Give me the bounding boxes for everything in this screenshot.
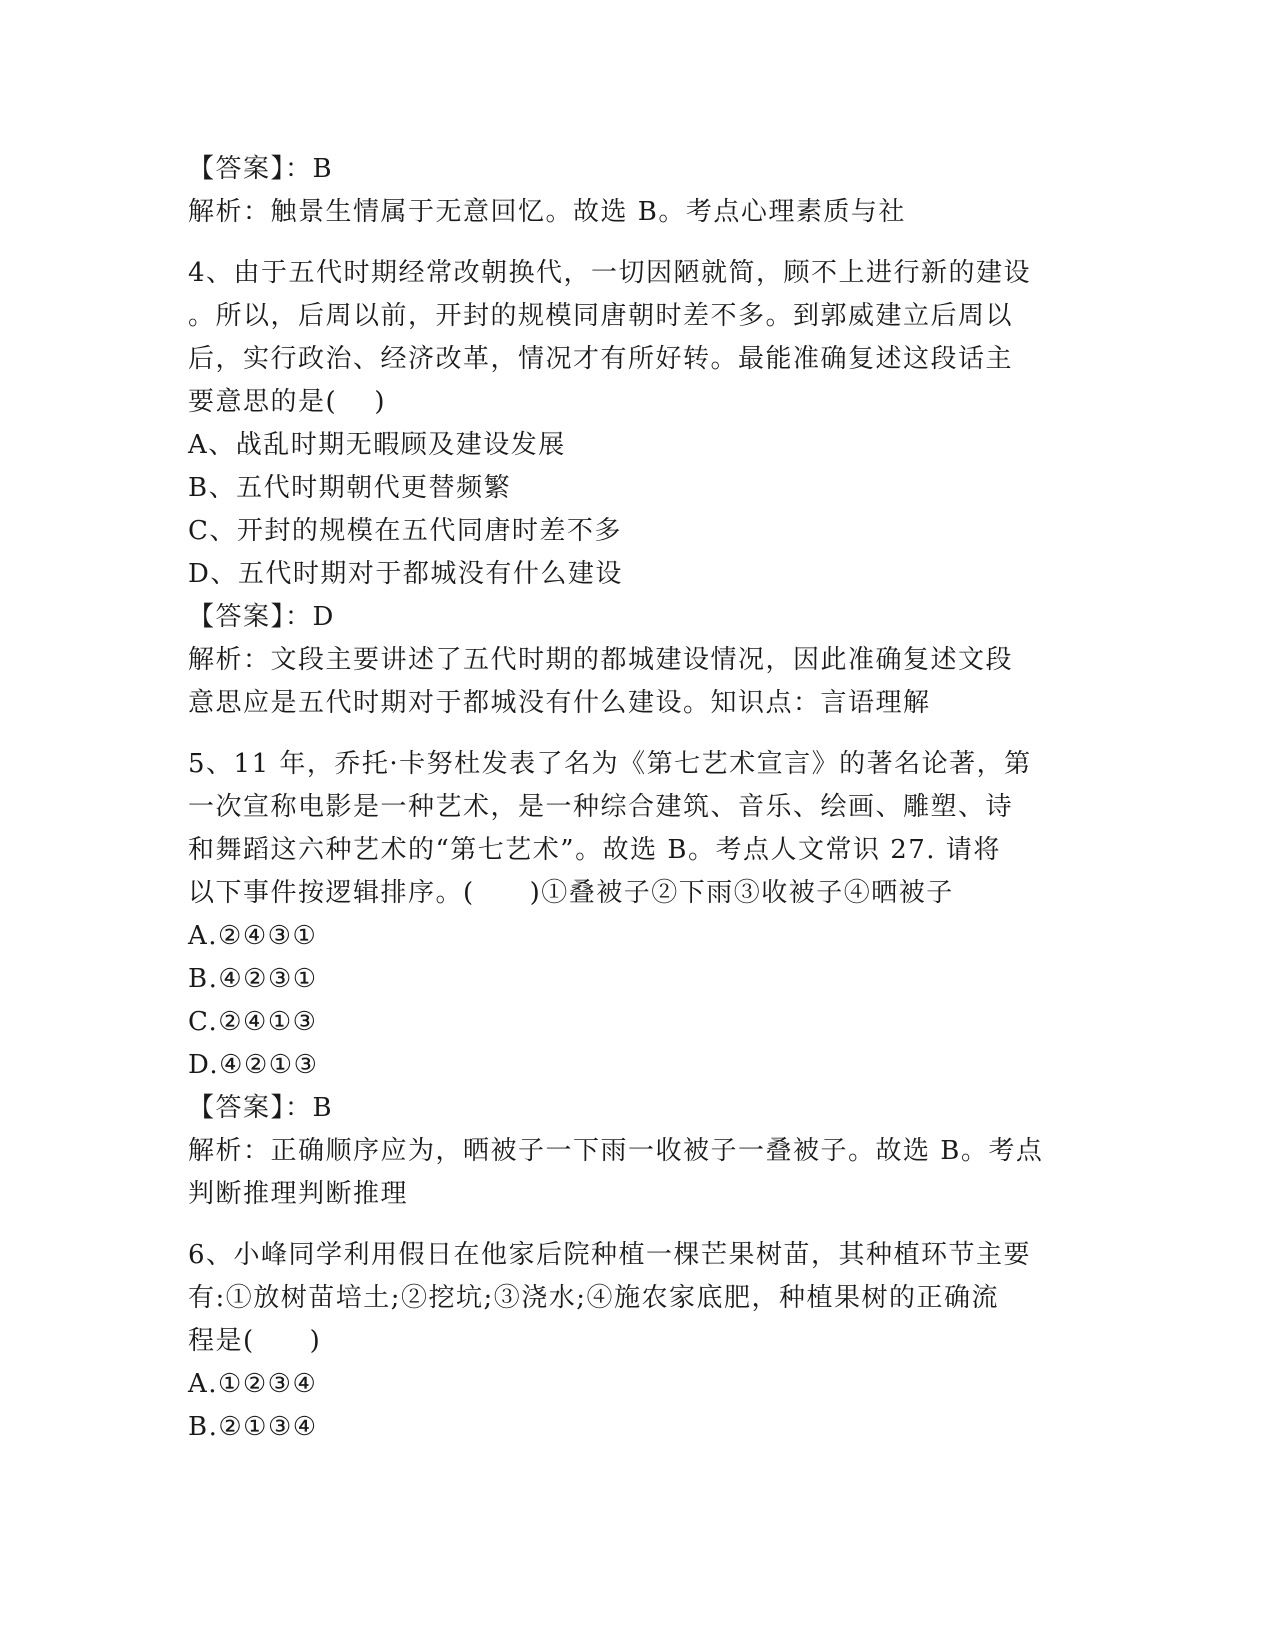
q5-analysis-line: 解析：正确顺序应为，晒被子一下雨一收被子一叠被子。故选 B。考点 (188, 1136, 1044, 1166)
q4-stem-line: 要意思的是( ) (188, 387, 387, 417)
q6-stem-line: 程是( ) (188, 1326, 322, 1356)
q5-option-b: B.④②③① (188, 964, 318, 994)
q5-stem-line: 一次宣称电影是一种艺术，是一种综合建筑、音乐、绘画、雕塑、诗 (188, 792, 1014, 822)
q4-option-a: A、战乱时期无暇顾及建设发展 (188, 430, 566, 460)
q4-analysis-line: 解析：文段主要讲述了五代时期的都城建设情况，因此准确复述文段 (188, 645, 1014, 675)
q5-stem-line: 和舞蹈这六种艺术的“第七艺术”。故选 B。考点人文常识 27. 请将 (188, 835, 1001, 865)
q4-option-b: B、五代时期朝代更替频繁 (188, 473, 512, 503)
q4-answer: 【答案】：D (188, 602, 335, 632)
document-content (188, 148, 1088, 1449)
q5-analysis-line: 判断推理判断推理 (188, 1179, 409, 1209)
q5-option-d: D.④②①③ (188, 1050, 319, 1080)
q5-answer: 【答案】：B (188, 1093, 334, 1123)
q5-option-a: A.②④③① (188, 921, 318, 951)
q6-stem-line: 有:①放树苗培土;②挖坑;③浇水;④施农家底肥，种植果树的正确流 (188, 1283, 1000, 1313)
q6-option-a: A.①②③④ (188, 1369, 318, 1399)
q4-stem-line: 4、由于五代时期经常改朝换代，一切因陋就简，顾不上进行新的建设 (188, 258, 1032, 288)
q3-answer: 【答案】：B (188, 154, 334, 184)
q4-stem-line: 后，实行政治、经济改革，情况才有所好转。最能准确复述这段话主 (188, 344, 1014, 374)
q4-option-c: C、开封的规模在五代同唐时差不多 (188, 516, 622, 546)
q6-stem-line: 6、小峰同学利用假日在他家后院种植一棵芒果树苗，其种植环节主要 (188, 1240, 1032, 1270)
q6-option-b: B.②①③④ (188, 1412, 318, 1442)
q4-option-d: D、五代时期对于都城没有什么建设 (188, 559, 623, 589)
q4-stem-line: 。所以，后周以前，开封的规模同唐朝时差不多。到郭威建立后周以 (188, 301, 1014, 331)
q5-option-c: C.②④①③ (188, 1007, 318, 1037)
q3-analysis: 解析：触景生情属于无意回忆。故选 B。考点心理素质与社 (188, 197, 906, 227)
q5-stem-line: 5、11 年，乔托·卡努杜发表了名为《第七艺术宣言》的著名论著，第 (188, 749, 1032, 779)
q5-stem-line: 以下事件按逻辑排序。( )①叠被子②下雨③收被子④晒被子 (188, 878, 954, 908)
q4-analysis-line: 意思应是五代时期对于都城没有什么建设。知识点：言语理解 (188, 688, 931, 718)
